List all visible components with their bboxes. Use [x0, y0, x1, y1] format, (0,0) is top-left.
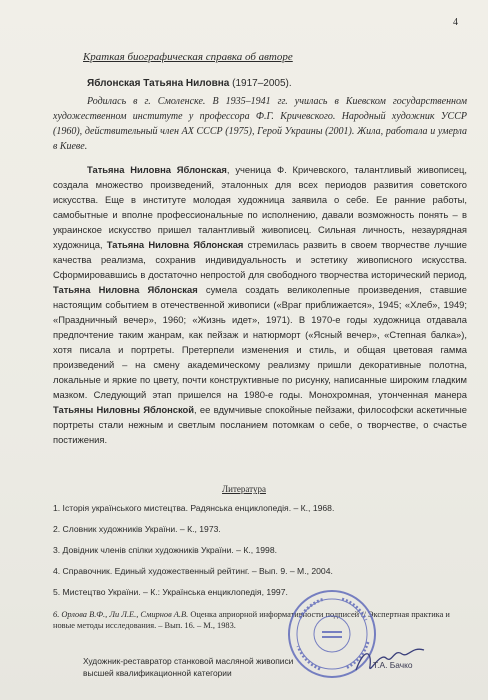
reference-item: 5. Мистецтво України. – К.: Українська енциклопедія, 1997.: [53, 587, 288, 597]
body-text: , ее вдумчивые спокойные пейзажи, философски аскетичные портреты стали нежным и светлым посланием потомкам о себе, о творчестве, о счастье постижения.: [53, 404, 467, 445]
body-text: стремилась развить в своем творчестве лучшие качества реализма, сохранив индивидуальность и эстетику живописного искусства. Сформировавшись в достаточно непростой для свободного творчества исторический период,: [53, 239, 468, 280]
reference-item: 4. Справочник. Единый художественный рейтинг. – Вып. 9. – М., 2004.: [53, 566, 333, 576]
artist-name-bold: Татьяна Ниловна Яблонская: [106, 239, 244, 250]
reference-item: 3. Довідник членів спілки художників України. – К., 1998.: [53, 545, 277, 555]
artist-name-bold: Татьяны Ниловны Яблонской: [53, 404, 195, 415]
section-heading: Краткая биографическая справка об авторе: [83, 51, 293, 63]
signature-title-line-1: Художник-реставратор станковой масляной живописи: [83, 656, 294, 666]
reference-authors: 6. Орлова В.Ф., Ли Л.Е., Смирнов А.В.: [53, 610, 189, 619]
reference-item-6: [53, 609, 467, 631]
artist-name-bold: Татьяна Ниловна Яблонская: [53, 284, 198, 295]
artist-name-bold: Татьяна Ниловна Яблонская: [87, 164, 227, 175]
signer-name: Т.А. Бачко: [373, 660, 413, 670]
body-text: , ученица Ф. Кричевского, талантливый живописец, создала множество произведений, эталонных для всех периодов развития советского искусства. Еще в институте молодая художница заявила о себе. Ее ранние работы, самобытные и вполне профессиональные по исполнению, давали возможность понять – в украинское искусство пришел талантливый живописец. Сильная личность, незаурядная художница,: [53, 164, 467, 250]
reference-item: 1. Історія українського мистецтва. Радянська енциклопедія. – К., 1968.: [53, 503, 335, 513]
reference-item: 2. Словник художників України. – К., 1973.: [53, 524, 221, 534]
reference-details: Оценка априорной информативности подписей // Экспертная практика и новые методы исследования. – Вып. 16. – М., 1983.: [53, 610, 450, 630]
page-number: 4: [453, 17, 458, 28]
artist-name-line: [87, 78, 467, 89]
signature-block: [83, 655, 343, 679]
literature-title: Литература: [222, 484, 266, 494]
references-list: [53, 503, 467, 608]
biography-summary: Родилась в г. Смоленске. В 1935–1941 гг. училась в Киевском государственном художественном институте у профессора Ф.Г. Кричевского. Народный художник УССР (1960), действительный член АХ СССР (1975), Герой Украины (2001). Жила, работала и умерла в Киеве.: [53, 96, 467, 152]
body-text: сумела создать великолепные произведения, ставшие настоящим событием в отечественной живописи («Враг приближается», 1945; «Хлеб», 1949; «Праздничный вечер», 1960; «Жизнь идет», 1971). В 1970-е годы художница отдавала предпочтение таким жанрам, как пейзаж и натюрморт («Ясный вечер», «Степная балка»), хотя писала и портреты. Претерпели изменения и стиль, и общая цветовая гамма произведений – на смену академическому реализму пришли декоративные полотна, локальные и яркие по цвету, почти конструктивные по рисунку, написанные широким гладким мазком. Следующий этап пришелся на 1980-е годы. Монохромная, утонченная манера: [53, 284, 467, 400]
biography-body: [53, 162, 467, 447]
signature-title-line-2: высшей квалификационной категории: [83, 668, 232, 678]
artist-name: Яблонская Татьяна Ниловна: [87, 78, 230, 89]
artist-years: (1917–2005).: [232, 78, 292, 89]
